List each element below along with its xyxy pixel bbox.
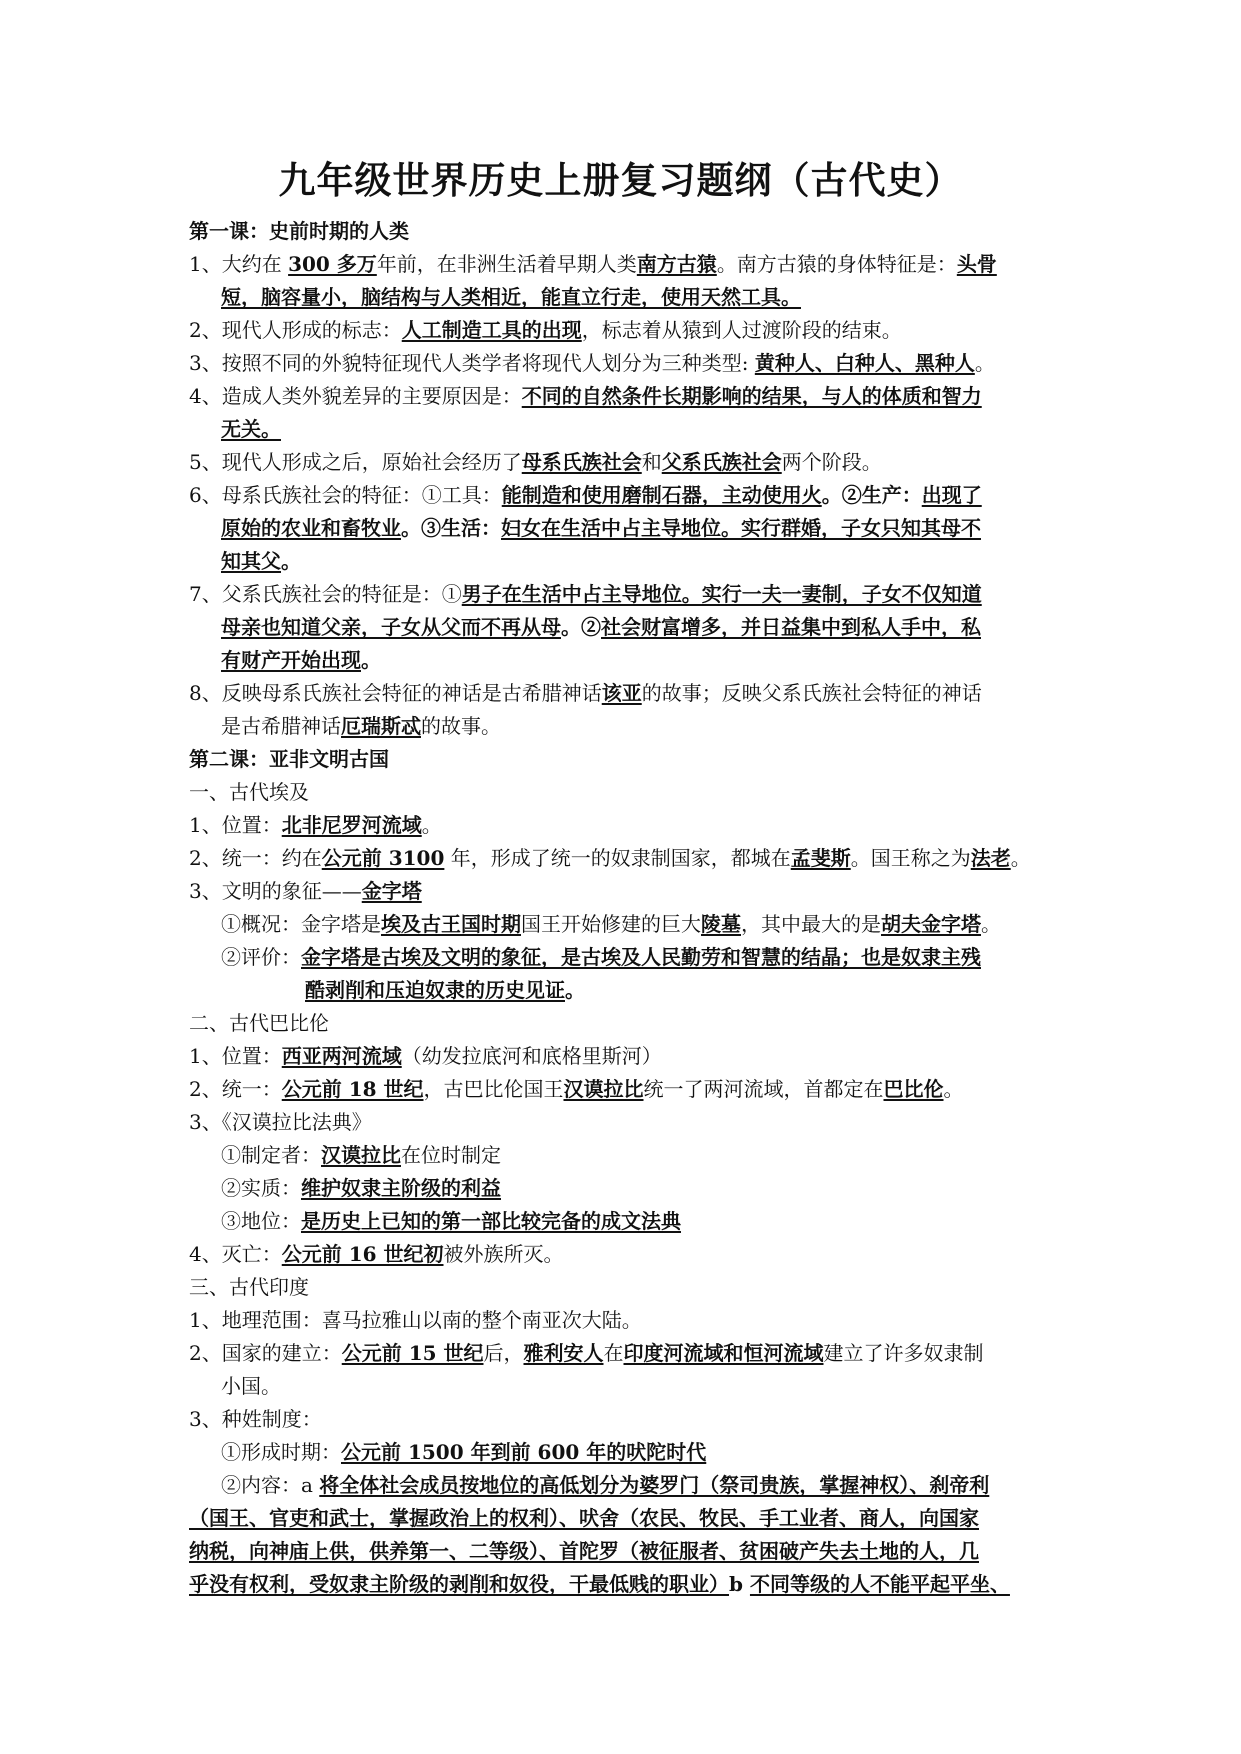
text-line (189, 382, 982, 410)
bold-text: b (729, 1572, 750, 1596)
bold-text: 。 (565, 978, 585, 1002)
text-line (189, 481, 982, 509)
text-line (189, 1339, 984, 1367)
text-line (189, 217, 409, 245)
text-line (189, 1042, 662, 1070)
bold-text: 。 (281, 549, 301, 573)
text-segment: 4、造成人类外貌差异的主要原因是： (189, 384, 522, 408)
underlined-key-term: 黄种人、白种人、黑种人 (754, 351, 975, 375)
text-segment: 被外族所灭。 (443, 1242, 564, 1266)
text-line (189, 1537, 979, 1565)
text-line (221, 1471, 989, 1499)
text-line (189, 580, 982, 608)
text-segment: 后， (483, 1341, 524, 1365)
text-segment: ②内容：a (221, 1473, 320, 1497)
text-segment: 。 (1010, 846, 1031, 870)
text-segment: 年前，在非洲生活着早期人类 (376, 252, 637, 276)
text-segment: 8、反映母系氏族社会特征的神话是古希腊神话 (189, 681, 602, 705)
underlined-key-term: 知其父 (221, 549, 281, 573)
text-line (189, 745, 389, 773)
bold-text: 第一课：史前时期的人类 (189, 219, 409, 243)
text-line (221, 547, 301, 575)
text-line (189, 1570, 1010, 1598)
text-segment: ②评价： (221, 945, 301, 969)
text-line (189, 1240, 564, 1268)
underlined-key-term: 出现了 (921, 483, 982, 507)
text-line (189, 448, 882, 476)
underlined-key-term: 公元前 1500 年到前 600 年的吠陀时代 (341, 1440, 707, 1464)
text-segment: 。 (974, 351, 995, 375)
underlined-key-term: 法老 (970, 846, 1011, 870)
text-line (221, 1174, 501, 1202)
text-segment: 三、古代印度 (189, 1275, 309, 1299)
text-segment: 5、现代人形成之后，原始社会经历了 (189, 450, 522, 474)
text-segment: ，其中最大的是 (741, 912, 881, 936)
underlined-key-term: 胡夫金字塔 (881, 912, 981, 936)
text-segment: ①制定者： (221, 1143, 321, 1167)
text-line (189, 1108, 372, 1136)
underlined-key-term: 将全体社会成员按地位的高低划分为婆罗门（祭司贵族，掌握神权）、刹帝利 (319, 1473, 990, 1497)
text-segment: 在位时制定 (401, 1143, 501, 1167)
text-line (189, 1405, 322, 1433)
text-segment: 二、古代巴比伦 (189, 1011, 329, 1035)
text-segment: 在 (603, 1341, 624, 1365)
text-segment: 国王开始修建的巨大 (521, 912, 701, 936)
underlined-key-term: 厄瑞斯忒 (341, 714, 421, 738)
text-segment: 3、按照不同的外貌特征现代人类学者将现代人划分为三种类型: (189, 351, 755, 375)
text-line (189, 778, 309, 806)
bold-text: 。 (361, 648, 381, 672)
text-segment: （幼发拉底河和底格里斯河） (401, 1044, 662, 1068)
text-segment: 的故事；反映父系氏族社会特征的神话 (641, 681, 982, 705)
bold-text: 。③生活： (401, 516, 501, 540)
text-segment: 两个阶段。 (781, 450, 882, 474)
underlined-key-term: 不同的自然条件长期影响的结果，与人的体质和智力 (521, 384, 982, 408)
underlined-key-term: 乎没有权利，受奴隶主阶级的剥削和奴役，干最低贱的职业） (189, 1572, 729, 1596)
text-line (221, 910, 1001, 938)
underlined-key-term: 社会财富增多，并日益集中到私人手中，私 (601, 615, 981, 639)
text-line (189, 877, 422, 905)
underlined-key-term: 人工制造工具的出现 (401, 318, 582, 342)
text-segment: 1、位置： (189, 1044, 282, 1068)
text-segment: ①形成时期： (221, 1440, 341, 1464)
text-line (189, 1273, 309, 1301)
underlined-key-term: 公元前 16 世纪初 (281, 1242, 444, 1266)
text-segment: 。 (943, 1077, 964, 1101)
underlined-key-term: 公元前 15 世纪 (341, 1341, 484, 1365)
text-segment: 7、父系氏族社会的特征是：① (189, 582, 462, 606)
underlined-key-term: 公元前 3100 (321, 846, 445, 870)
text-line (189, 250, 997, 278)
text-segment: 是古希腊神话 (221, 714, 341, 738)
text-segment: 1、地理范围：喜马拉雅山以南的整个南亚次大陆。 (189, 1308, 642, 1332)
text-line (189, 1504, 979, 1532)
text-segment: 和 (641, 450, 662, 474)
text-line (221, 1372, 281, 1400)
text-line (189, 679, 982, 707)
text-segment: 。 (421, 813, 442, 837)
text-line (221, 1141, 501, 1169)
underlined-key-term: 印度河流域和恒河流域 (623, 1341, 824, 1365)
underlined-key-term: 原始的农业和畜牧业 (221, 516, 401, 540)
underlined-key-term: 无关。 (221, 417, 281, 441)
underlined-key-term: 母亲也知道父亲，子女从父而不再从母 (221, 615, 561, 639)
underlined-key-term: 雅利安人 (523, 1341, 604, 1365)
underlined-key-term: 该亚 (601, 681, 642, 705)
underlined-key-term: 巴比伦 (883, 1077, 944, 1101)
text-segment: 2、国家的建立： (189, 1341, 342, 1365)
underlined-key-term: 金字塔是古埃及文明的象征，是古埃及人民勤劳和智慧的结晶；也是奴隶主残 (301, 945, 981, 969)
underlined-key-term: 短，脑容量小，脑结构与人类相近，能直立行走，使用天然工具。 (221, 285, 801, 309)
text-segment: 的故事。 (421, 714, 501, 738)
text-segment: 。 (981, 912, 1001, 936)
underlined-key-term: 汉谟拉比 (563, 1077, 644, 1101)
text-segment: 2、统一： (189, 1077, 282, 1101)
text-segment: 。国王称之为 (850, 846, 971, 870)
underlined-key-term: 公元前 18 世纪 (281, 1077, 424, 1101)
underlined-key-term: 埃及古王国时期 (381, 912, 521, 936)
text-line (189, 811, 442, 839)
text-line (189, 1009, 329, 1037)
text-segment: 2、统一：约在 (189, 846, 322, 870)
underlined-key-term: 纳税，向神庙上供，供养第一、二等级）、首陀罗（被征服者、贫困破产失去土地的人，几 (189, 1539, 979, 1563)
underlined-key-term: 西亚两河流域 (281, 1044, 402, 1068)
underlined-key-term: 是历史上已知的第一部比较完备的成文法典 (301, 1209, 681, 1233)
text-segment: 3、种姓制度： (189, 1407, 322, 1431)
document-title: 九年级世界历史上册复习题纲（古代史） (278, 158, 963, 202)
underlined-key-term: 酷剥削和压迫奴隶的历史见证 (305, 978, 565, 1002)
underlined-key-term: 汉谟拉比 (321, 1143, 401, 1167)
underlined-key-term: 孟斐斯 (790, 846, 851, 870)
text-segment: 建立了许多奴隶制 (823, 1341, 984, 1365)
underlined-key-term: 金字塔 (361, 879, 422, 903)
text-line (221, 712, 501, 740)
text-segment: 4、灭亡： (189, 1242, 282, 1266)
text-segment: 1、大约在 (189, 252, 289, 276)
text-segment: ③地位： (221, 1209, 301, 1233)
text-segment: 3、文明的象征—— (189, 879, 362, 903)
text-line (189, 1075, 964, 1103)
underlined-key-term: 南方古猿 (636, 252, 717, 276)
underlined-key-term: 妇女在生活中占主导地位。实行群婚，子女只知其母不 (501, 516, 981, 540)
text-line (221, 943, 981, 971)
text-line (221, 646, 381, 674)
bold-text: 。② (561, 615, 601, 639)
text-line (189, 844, 1031, 872)
underlined-key-term: 头骨 (956, 252, 997, 276)
underlined-key-term: 北非尼罗河流域 (281, 813, 422, 837)
underlined-key-term: 母系氏族社会 (521, 450, 642, 474)
text-line (189, 1306, 642, 1334)
text-segment: ②实质： (221, 1176, 301, 1200)
text-segment: ，标志着从猿到人过渡阶段的结束。 (581, 318, 902, 342)
bold-text: 第二课：亚非文明古国 (189, 747, 389, 771)
text-segment: 。南方古猿的身体特征是： (716, 252, 957, 276)
text-segment: 小国。 (221, 1374, 281, 1398)
underlined-key-term: 不同等级的人不能平起平坐、 (749, 1572, 1010, 1596)
underlined-key-term: 300 多万 (288, 252, 377, 276)
underlined-key-term: 男子在生活中占主导地位。实行一夫一妻制，子女不仅知道 (461, 582, 982, 606)
text-line (221, 1438, 706, 1466)
text-segment: ①概况：金字塔是 (221, 912, 381, 936)
text-segment: 年，形成了统一的奴隶制国家，都城在 (444, 846, 791, 870)
text-line (221, 283, 801, 311)
text-line (221, 1207, 681, 1235)
text-segment: 一、古代埃及 (189, 780, 309, 804)
underlined-key-term: （国王、官吏和武士，掌握政治上的权利）、吠舍（农民、牧民、手工业者、商人，向国家 (189, 1506, 979, 1530)
underlined-key-term: 维护奴隶主阶级的利益 (301, 1176, 501, 1200)
text-segment: 1、位置： (189, 813, 282, 837)
text-line (305, 976, 585, 1004)
text-segment: ，古巴比伦国王 (423, 1077, 564, 1101)
text-segment: 3、《汉谟拉比法典》 (189, 1110, 372, 1134)
text-segment: 6、母系氏族社会的特征：①工具： (189, 483, 502, 507)
text-line (221, 613, 981, 641)
underlined-key-term: 有财产开始出现 (221, 648, 361, 672)
bold-text: 。②生产： (821, 483, 922, 507)
underlined-key-term: 能制造和使用磨制石器，主动使用火 (501, 483, 822, 507)
text-line (189, 316, 902, 344)
text-line (189, 349, 995, 377)
text-line (221, 514, 981, 542)
underlined-key-term: 陵墓 (701, 912, 741, 936)
underlined-key-term: 父系氏族社会 (661, 450, 782, 474)
text-line (221, 415, 281, 443)
text-segment: 2、现代人形成的标志： (189, 318, 402, 342)
text-segment: 统一了两河流域，首都定在 (643, 1077, 884, 1101)
